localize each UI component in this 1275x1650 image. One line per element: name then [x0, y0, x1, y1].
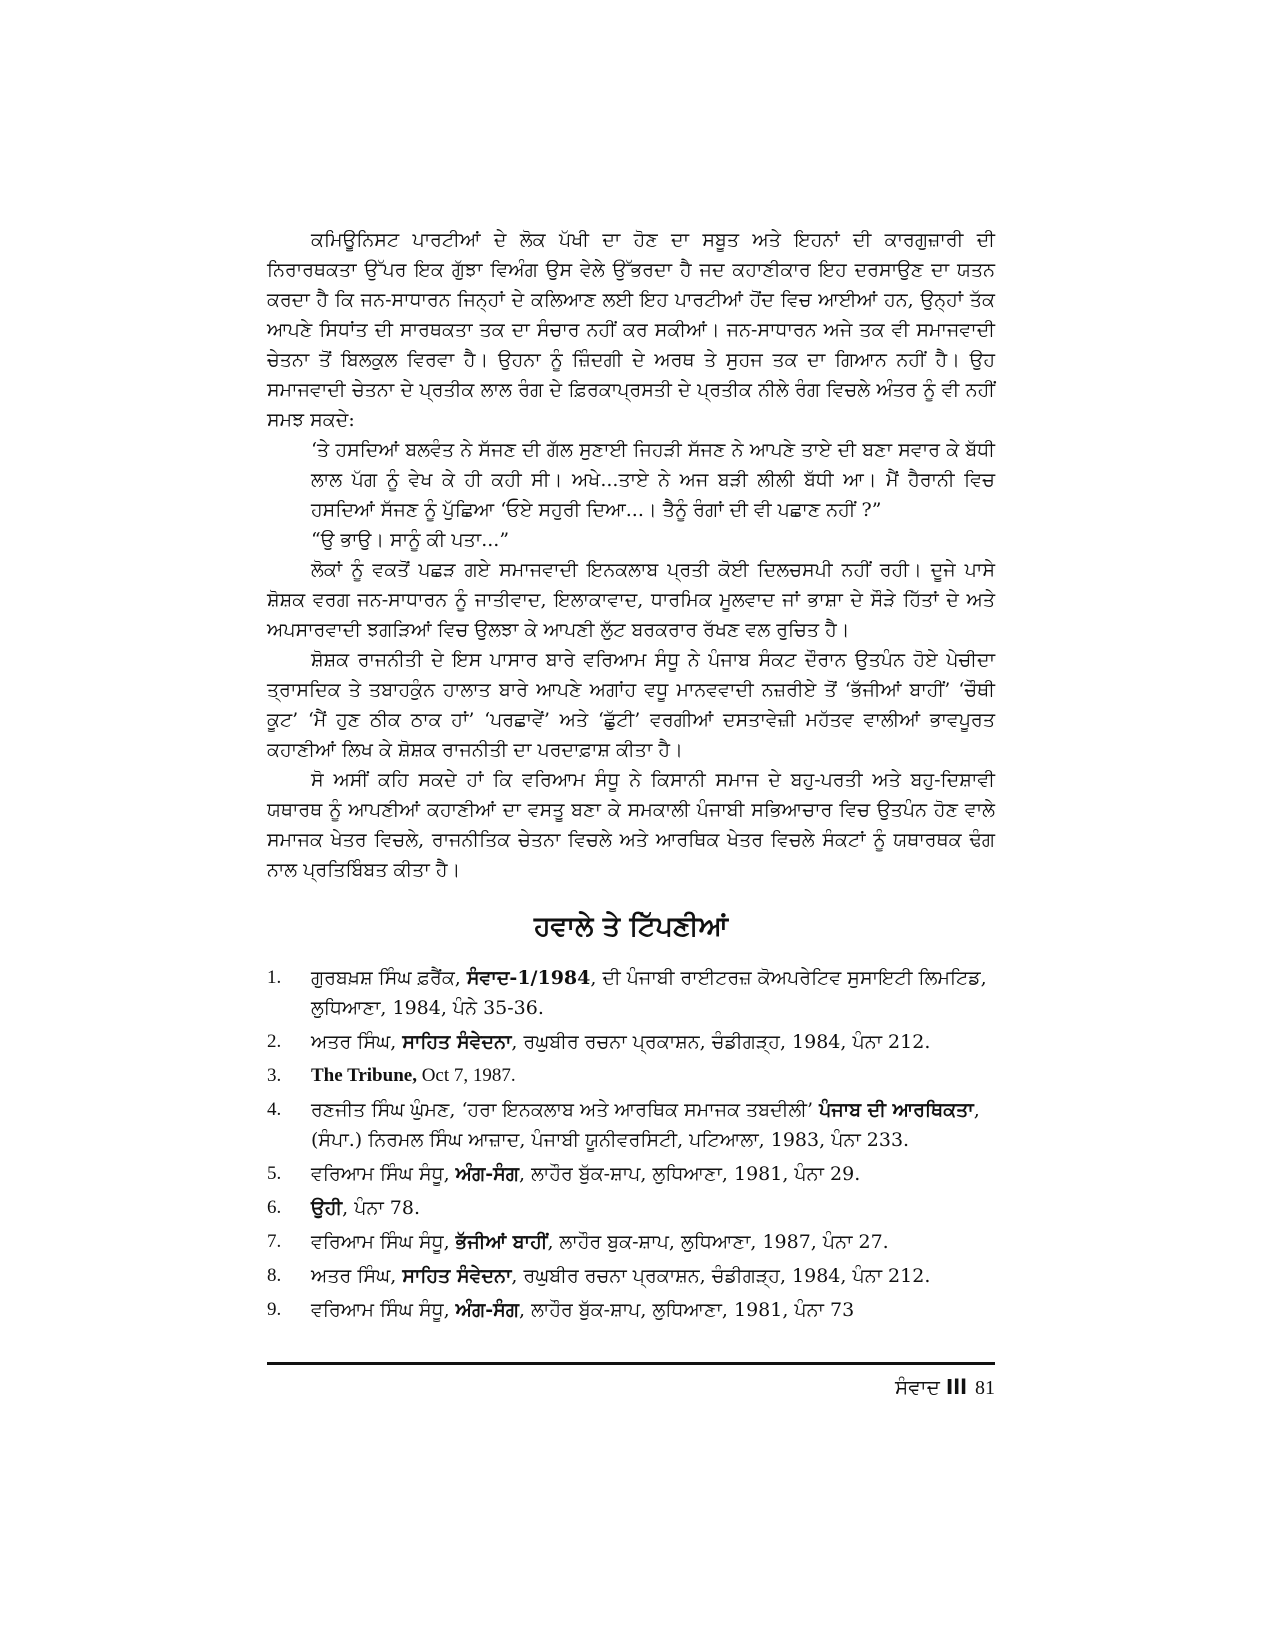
- reference-item: [267, 963, 995, 1023]
- reference-item: [267, 1227, 995, 1257]
- reference-title: ਭੱਜੀਆਂ ਬਾਹੀਂ: [455, 1231, 548, 1253]
- reference-title: ਸਾਹਿਤ ਸੰਵੇਦਨਾ: [402, 1031, 512, 1053]
- reference-number: 9.: [267, 1299, 282, 1320]
- reference-title: ਪੰਜਾਬ ਦੀ ਆਰਥਿਕਤਾ: [819, 1099, 974, 1121]
- reference-item: [267, 1095, 995, 1155]
- reference-details: , ਲਾਹੌਰ ਬੁੱਕ-ਸ਼ਾਪ, ਲੁਧਿਆਣਾ, 1981, ਪੰਨਾ 29.: [519, 1163, 861, 1185]
- reference-item: [267, 1027, 995, 1057]
- reference-author: ਵਰਿਆਮ ਸਿੰਘ ਸੰਧੂ,: [311, 1299, 456, 1321]
- reference-title: ਸਾਹਿਤ ਸੰਵੇਦਨਾ: [402, 1265, 512, 1287]
- reference-number: 7.: [267, 1231, 282, 1252]
- reference-number: 5.: [267, 1163, 282, 1184]
- reference-title: ਅੰਗ-ਸੰਗ: [455, 1163, 519, 1185]
- reference-author: ਵਰਿਆਮ ਸਿੰਘ ਸੰਧੂ,: [311, 1163, 456, 1185]
- reference-item: [267, 1061, 995, 1091]
- references-heading: ਹਵਾਲੇ ਤੇ ਟਿੱਪਣੀਆਂ: [533, 911, 729, 942]
- page-body: [267, 225, 995, 1329]
- reference-number: 2.: [267, 1031, 282, 1052]
- reference-item: [267, 1193, 995, 1223]
- reference-author: ਅਤਰ ਸਿੰਘ,: [311, 1031, 403, 1053]
- quotation-block: ‘ਤੇ ਹਸਦਿਆਂ ਬਲਵੰਤ ਨੇ ਸੱਜਣ ਦੀ ਗੱਲ ਸੁਣਾਈ ਜਿਹੜੀ ਸੱਜਣ ਨੇ ਆਪਣੇ ਤਾਏ ਦੀ ਬਣਾ ਸਵਾਰ ਕੇ ਬੱਧੀ ਲਾਲ ਪੱਗ ਨੂੰ ਵੇਖ ਕੇ ਹੀ ਕਹੀ ਸੀ। ਅਖੇ...ਤਾਏ ਨੇ ਅਜ ਬੜੀ ਲੀਲੀ ਬੱਧੀ ਆ। ਮੈਂ ਹੈਰਾਨੀ ਵਿਚ ਹਸਦਿਆਂ ਸੱਜਣ ਨੂੰ ਪੁੱਛਿਆ ‘ਓਏ ਸਹੁਰੀ ਦਿਆ...। ਤੈਨੂੰ ਰੰਗਾਂ ਦੀ ਵੀ ਪਛਾਣ ਨਹੀਂ ?”: [311, 439, 995, 521]
- reference-number: 6.: [267, 1197, 282, 1218]
- reference-number: 8.: [267, 1265, 282, 1286]
- quotation-reply: “ਉ ਭਾਉ। ਸਾਨੂੰ ਕੀ ਪਤਾ...”: [311, 529, 510, 551]
- reference-text: [311, 1193, 995, 1223]
- reference-author: ਰਣਜੀਤ ਸਿੰਘ ਘੁੰਮਣ, ‘ਹਰਾ ਇਨਕਲਾਬ ਅਤੇ ਆਰਥਿਕ ਸਮਾਜਕ ਤਬਦੀਲੀ’: [311, 1099, 820, 1121]
- reference-text: [311, 963, 995, 1023]
- reference-details: , ਪੰਨਾ 78.: [342, 1197, 421, 1219]
- reference-number: 3.: [267, 1065, 282, 1086]
- reference-details: , ਰਘੁਬੀਰ ਰਚਨਾ ਪ੍ਰਕਾਸ਼ਨ, ਚੰਡੀਗੜ੍ਹ, 1984, ਪੰਨਾ 212.: [511, 1031, 931, 1053]
- reference-text: [311, 1261, 995, 1291]
- reference-author: ਅਤਰ ਸਿੰਘ,: [311, 1265, 403, 1287]
- journal-name: ਸੰਵਾਦ: [895, 1375, 940, 1399]
- reference-item: [267, 1159, 995, 1189]
- paragraph-2: ਲੋਕਾਂ ਨੂੰ ਵਕਤੋਂ ਪਛੜ ਗਏ ਸਮਾਜਵਾਦੀ ਇਨਕਲਾਬ ਪ੍ਰਤੀ ਕੋਈ ਦਿਲਚਸਪੀ ਨਹੀਂ ਰਹੀ। ਦੂਜੇ ਪਾਸੇ ਸ਼ੋਸ਼ਕ ਵਰਗ ਜਨ-ਸਾਧਾਰਨ ਨੂੰ ਜਾਤੀਵਾਦ, ਇਲਾਕਾਵਾਦ, ਧਾਰਮਿਕ ਮੂਲਵਾਦ ਜਾਂ ਭਾਸ਼ਾ ਦੇ ਸੌੜੇ ਹਿੱਤਾਂ ਦੇ ਅਤੇ ਅਪਸਾਰਵਾਦੀ ਝਗੜਿਆਂ ਵਿਚ ਉਲਝਾ ਕੇ ਆਪਣੀ ਲੁੱਟ ਬਰਕਰਾਰ ਰੱਖਣ ਵਲ ਰੁਚਿਤ ਹੈ।: [267, 559, 995, 641]
- reference-details: Oct 7, 1987.: [416, 1065, 516, 1086]
- reference-details: , ਦੀ ਪੰਜਾਬੀ ਰਾਈਟਰਜ਼ ਕੋਅਪਰੇਟਿਵ ਸੁਸਾਇਟੀ ਲਿਮਟਿਡ, ਲੁਧਿਆਣਾ, 1984, ਪੰਨੇ 35-36.: [311, 967, 987, 1019]
- reference-number: 1.: [267, 967, 282, 988]
- reference-item: [267, 1295, 995, 1325]
- reference-text: [311, 1061, 995, 1091]
- page-footer: [267, 1372, 995, 1403]
- reference-author: ਗੁਰਬਖ਼ਸ਼ ਸਿੰਘ ਫ਼ਰੈਂਕ,: [311, 967, 467, 989]
- reference-text: [311, 1027, 995, 1057]
- reference-text: [311, 1095, 995, 1155]
- footer-divider: [267, 1362, 995, 1365]
- reference-details: , ਲਾਹੌਰ ਬੁੱਕ-ਸ਼ਾਪ, ਲੁਧਿਆਣਾ, 1981, ਪੰਨਾ 73: [519, 1299, 855, 1321]
- reference-text: [311, 1227, 995, 1257]
- reference-author: ਵਰਿਆਮ ਸਿੰਘ ਸੰਧੂ,: [311, 1231, 456, 1253]
- reference-details: , ਲਾਹੌਰ ਬੁਕ-ਸ਼ਾਪ, ਲੁਧਿਆਣਾ, 1987, ਪੰਨਾ 27.: [547, 1231, 889, 1253]
- reference-details: , (ਸੰਪਾ.) ਨਿਰਮਲ ਸਿੰਘ ਆਜ਼ਾਦ, ਪੰਜਾਬੀ ਯੂਨੀਵਰਸਿਟੀ, ਪਟਿਆਲਾ, 1983, ਪੰਨਾ 233.: [311, 1099, 980, 1151]
- references-list: [267, 963, 995, 1325]
- reference-details: , ਰਘੁਬੀਰ ਰਚਨਾ ਪ੍ਰਕਾਸ਼ਨ, ਚੰਡੀਗੜ੍ਹ, 1984, ਪੰਨਾ 212.: [511, 1265, 931, 1287]
- page-number: 81: [975, 1377, 995, 1399]
- paragraph-1: ਕਮਿਊਨਿਸਟ ਪਾਰਟੀਆਂ ਦੇ ਲੋਕ ਪੱਖੀ ਦਾ ਹੋਣ ਦਾ ਸਬੂਤ ਅਤੇ ਇਹਨਾਂ ਦੀ ਕਾਰਗੁਜ਼ਾਰੀ ਦੀ ਨਿਰਾਰਥਕਤਾ ਉੱਪਰ ਇਕ ਗੁੱਝਾ ਵਿਅੰਗ ਉਸ ਵੇਲੇ ਉੱਭਰਦਾ ਹੈ ਜਦ ਕਹਾਣੀਕਾਰ ਇਹ ਦਰਸਾਉਣ ਦਾ ਯਤਨ ਕਰਦਾ ਹੈ ਕਿ ਜਨ-ਸਾਧਾਰਨ ਜਿਨ੍ਹਾਂ ਦੇ ਕਲਿਆਣ ਲਈ ਇਹ ਪਾਰਟੀਆਂ ਹੋਂਦ ਵਿਚ ਆਈਆਂ ਹਨ, ਉਨ੍ਹਾਂ ਤੱਕ ਆਪਣੇ ਸਿਧਾਂਤ ਦੀ ਸਾਰਥਕਤਾ ਤਕ ਦਾ ਸੰਚਾਰ ਨਹੀਂ ਕਰ ਸਕੀਆਂ। ਜਨ-ਸਾਧਾਰਨ ਅਜੇ ਤਕ ਵੀ ਸਮਾਜਵਾਦੀ ਚੇਤਨਾ ਤੋਂ ਬਿਲਕੁਲ ਵਿਰਵਾ ਹੈ। ਉਹਨਾ ਨੂੰ ਜ਼ਿੰਦਗੀ ਦੇ ਅਰਥ ਤੇ ਸੁਹਜ ਤਕ ਦਾ ਗਿਆਨ ਨਹੀਂ ਹੈ। ਉਹ ਸਮਾਜਵਾਦੀ ਚੇਤਨਾ ਦੇ ਪ੍ਰਤੀਕ ਲਾਲ ਰੰਗ ਦੇ ਫ਼ਿਰਕਾਪ੍ਰਸਤੀ ਦੇ ਪ੍ਰਤੀਕ ਨੀਲੇ ਰੰਗ ਵਿਚਲੇ ਅੰਤਰ ਨੂੰ ਵੀ ਨਹੀਂ ਸਮਝ ਸਕਦੇ:: [267, 229, 995, 431]
- reference-text: [311, 1295, 995, 1325]
- paragraph-3: ਸ਼ੋਸ਼ਕ ਰਾਜਨੀਤੀ ਦੇ ਇਸ ਪਾਸਾਰ ਬਾਰੇ ਵਰਿਆਮ ਸੰਧੂ ਨੇ ਪੰਜਾਬ ਸੰਕਟ ਦੌਰਾਨ ਉਤਪੰਨ ਹੋਏ ਪੇਚੀਦਾ ਤ੍ਰਾਸਦਿਕ ਤੇ ਤਬਾਹਕੁੰਨ ਹਾਲਾਤ ਬਾਰੇ ਆਪਣੇ ਅਗਾਂਹ ਵਧੂ ਮਾਨਵਵਾਦੀ ਨਜ਼ਰੀਏ ਤੋਂ ‘ਭੱਜੀਆਂ ਬਾਹੀਂ’ ‘ਚੌਥੀ ਕੂਟ’ ‘ਮੈਂ ਹੁਣ ਠੀਕ ਠਾਕ ਹਾਂ’ ‘ਪਰਛਾਵੇਂ’ ਅਤੇ ‘ਛੁੱਟੀ’ ਵਰਗੀਆਂ ਦਸਤਾਵੇਜ਼ੀ ਮਹੱਤਵ ਵਾਲੀਆਂ ਭਾਵਪੂਰਤ ਕਹਾਣੀਆਂ ਲਿਖ ਕੇ ਸ਼ੋਸ਼ਕ ਰਾਜਨੀਤੀ ਦਾ ਪਰਦਾਫ਼ਾਸ਼ ਕੀਤਾ ਹੈ।: [267, 649, 995, 761]
- reference-number: 4.: [267, 1099, 282, 1120]
- reference-title: The Tribune,: [311, 1065, 417, 1086]
- journal-mark: Ill: [945, 1375, 967, 1399]
- paragraph-4: ਸੋ ਅਸੀਂ ਕਹਿ ਸਕਦੇ ਹਾਂ ਕਿ ਵਰਿਆਮ ਸੰਧੂ ਨੇ ਕਿਸਾਨੀ ਸਮਾਜ ਦੇ ਬਹੁ-ਪਰਤੀ ਅਤੇ ਬਹੁ-ਦਿਸ਼ਾਵੀ ਯਥਾਰਥ ਨੂੰ ਆਪਣੀਆਂ ਕਹਾਣੀਆਂ ਦਾ ਵਸਤੂ ਬਣਾ ਕੇ ਸਮਕਾਲੀ ਪੰਜਾਬੀ ਸਭਿਆਚਾਰ ਵਿਚ ਉਤਪੰਨ ਹੋਣ ਵਾਲੇ ਸਮਾਜਕ ਖੇਤਰ ਵਿਚਲੇ, ਰਾਜਨੀਤਿਕ ਚੇਤਨਾ ਵਿਚਲੇ ਅਤੇ ਆਰਥਿਕ ਖੇਤਰ ਵਿਚਲੇ ਸੰਕਟਾਂ ਨੂੰ ਯਥਾਰਥਕ ਢੰਗ ਨਾਲ ਪ੍ਰਤਿਬਿੰਬਤ ਕੀਤਾ ਹੈ।: [267, 769, 995, 881]
- reference-item: [267, 1261, 995, 1291]
- reference-text: [311, 1159, 995, 1189]
- reference-title: ਸੰਵਾਦ-1/1984: [466, 967, 591, 989]
- reference-title: ਅੰਗ-ਸੰਗ: [455, 1299, 519, 1321]
- reference-title: ਉਹੀ: [311, 1197, 343, 1219]
